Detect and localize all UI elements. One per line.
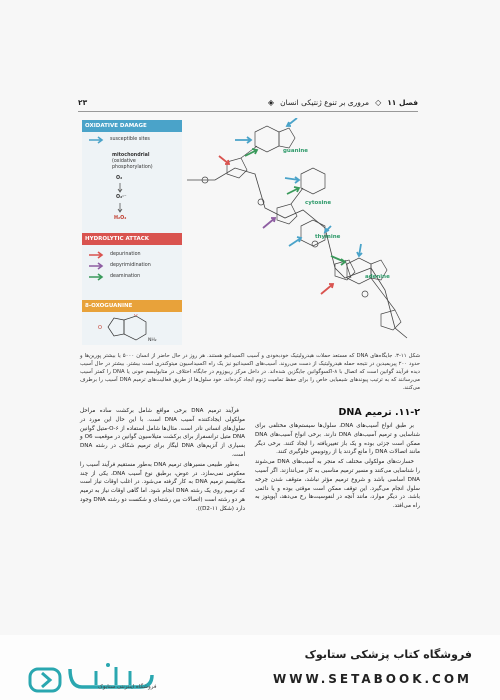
thymine-label: thymine (315, 234, 341, 240)
setabook-logo[interactable] (20, 655, 170, 700)
diamond-icon: ◈ (267, 97, 275, 107)
mito-line-2: (oxidative (112, 159, 136, 164)
hydrolytic-attack-header: HYDROLYTIC ATTACK (82, 233, 182, 245)
green-arrow-icon (88, 273, 106, 281)
depyrimidination-label: depyrimidination (110, 263, 151, 268)
right-column (255, 422, 420, 512)
paragraph: بر طبق انواع آسیب‌های DNA، سلول‌ها سیستم‌های مختلفی برای شناسایی و ترمیم آسیب‌های DNA دارند. برخی انواع آسیب‌های DNA ممکن است جزئی بوده و یک باز تغییریافته را ایجاد کنند. برخی دیگر مانند اتصالات DNA را مانع گردند یا از روتوبیس جلوگیری کنند. (255, 423, 420, 456)
down-arrow-icon (117, 183, 123, 193)
guanine-label: guanine (283, 148, 309, 154)
down-arrow-icon (117, 203, 123, 213)
red-arrow-icon (88, 251, 106, 259)
header-divider (78, 111, 418, 112)
svg-text:O: O (134, 314, 138, 318)
svg-text:NH₂: NH₂ (148, 338, 157, 343)
chapter-label: فصل ۱۱ (387, 97, 418, 107)
deamination-label: deamination (110, 274, 141, 279)
shop-name: فروشگاه کتاب پزشکی ستابوک (304, 648, 472, 661)
susceptible-sites-label: susceptible sites (110, 137, 150, 142)
paragraph: به‌طور طبیعی مسیرهای ترمیم DNA به‌طور مستقیم فرآیند آسیب را معکوس نمی‌سازد. در عوض، برطبق نوع آسیب DNA، یکی از چند مکانیسم ترمیم DNA به کار گرفته می‌شود. در اغلب اوقات نیاز است که ترمیم روی یک رشته DNA انجام شود. اما گاهی اوقات نیاز به ترمیم هر دو رشته است (اتصالات بین رشته‌ای و شکست دو رشته DNA وجود دارد (شکل ۱۱-D2)). (80, 461, 246, 512)
o2-label: O₂ (116, 176, 123, 181)
mito-line-3: phosphorylation) (112, 165, 153, 170)
depurination-label: depurination (110, 252, 141, 257)
legend-panel (82, 120, 182, 345)
shop-url-link[interactable]: WWW.SETABOOK.COM (272, 672, 472, 686)
paragraph: خسارت‌های مولکولی مختلف که منجر به آسیب‌های DNA می‌شوند را شناسایی می‌کنند و مسیر ترمیم مناسبی به کار می‌اندازند. اگر آسیب DNA اساسی باشد و شروع ترمیم مؤثر نباشد، متوقف شدن چرخه سلول انجام می‌گیرد. این توقف ممکن است موقتی بوده و یا دائمی باشد. در دیگر موارد، مانند آنچه در لنفوسیت‌ها رخ می‌دهد، آپوپتوز به راه می‌افتد. (255, 459, 420, 510)
h2o2-label: H₂O₂ (114, 216, 127, 221)
purple-arrow-icon (88, 262, 106, 270)
superoxide-label: O₂·⁻ (116, 195, 127, 200)
logo-caption: فروشگاه اینترنتی ستابوک (98, 684, 157, 690)
blue-arrow-icon (88, 136, 106, 144)
page-header (78, 94, 418, 110)
dna-damage-figure (185, 118, 423, 348)
mito-line-1: mitochondrial (112, 153, 150, 158)
chapter-title: مروری بر تنوع ژنتیکی انسان (280, 97, 370, 107)
section-heading: ۱۱-۲. ترمیم DNA (338, 407, 420, 418)
oxoguanine-header: 8-OXOGUANINE (82, 300, 182, 312)
paragraph: فرآیند ترمیم DNA برخی مواقع شامل برکشت ساده مراحل مولکولی ایجادکننده آسیب DNA است. با این حال این مورد در سلول‌های انسانی نادر است. مثال‌ها شامل استفاده از ۶-O-متیل گوانین DNA متیل ترانسفراز برای برکشت متیلاسیون گوانین در موقعیت O6 و بسیاری از آنزیم‌های DNA لیگاز برای ترمیم شکاف در رشته DNA است. (80, 408, 246, 458)
oxidative-damage-header: OXIDATIVE DAMAGE (82, 120, 182, 132)
cytosine-label: cytosine (305, 200, 332, 206)
figure-caption: شکل ۱۱-۳. جایگاه‌های DNA که مستعد حملات هیدرولیتیک خودبخودی و آسیب اکسیداتیو هستند. هر روز در حال حاضر از انسان ۵۰۰۰ یا بیشتر پورین‌ها و حدود ۲۰۰ پیریمیدین در نتیجه حمله هیدرولیتیک از دست می‌روند. آسیب‌های اکسیداتیو نیز یک راه اکسیداسیون میتوکندری است بیشتر. بیشتر در حال آسیب دیده فرآیند گوانین است که اتصال با ۸-اکسوگوانین جایگزین شده‌اند. در داخل مرکز ریبوزوم در جایگاه اختلاف در متابولیسم خونی یا DNA را کمتر آسیب می‌رسانند که به ترتیب پیوندهای شیمیایی خاص را برای حفظ تمامیت ژنوم ایجاد کرده‌اند. خود سلول‌ها از طریق فعالیت‌های ترمیم DNA آسیب را برطرف می‌کنند. (80, 353, 421, 391)
diamond-icon: ◇ (375, 97, 382, 107)
oxoguanine-structure (90, 314, 178, 344)
adenine-label: adenine (365, 274, 390, 280)
page-number: ۲۳ (78, 97, 88, 107)
left-column (80, 407, 245, 515)
svg-text:O: O (98, 325, 102, 331)
